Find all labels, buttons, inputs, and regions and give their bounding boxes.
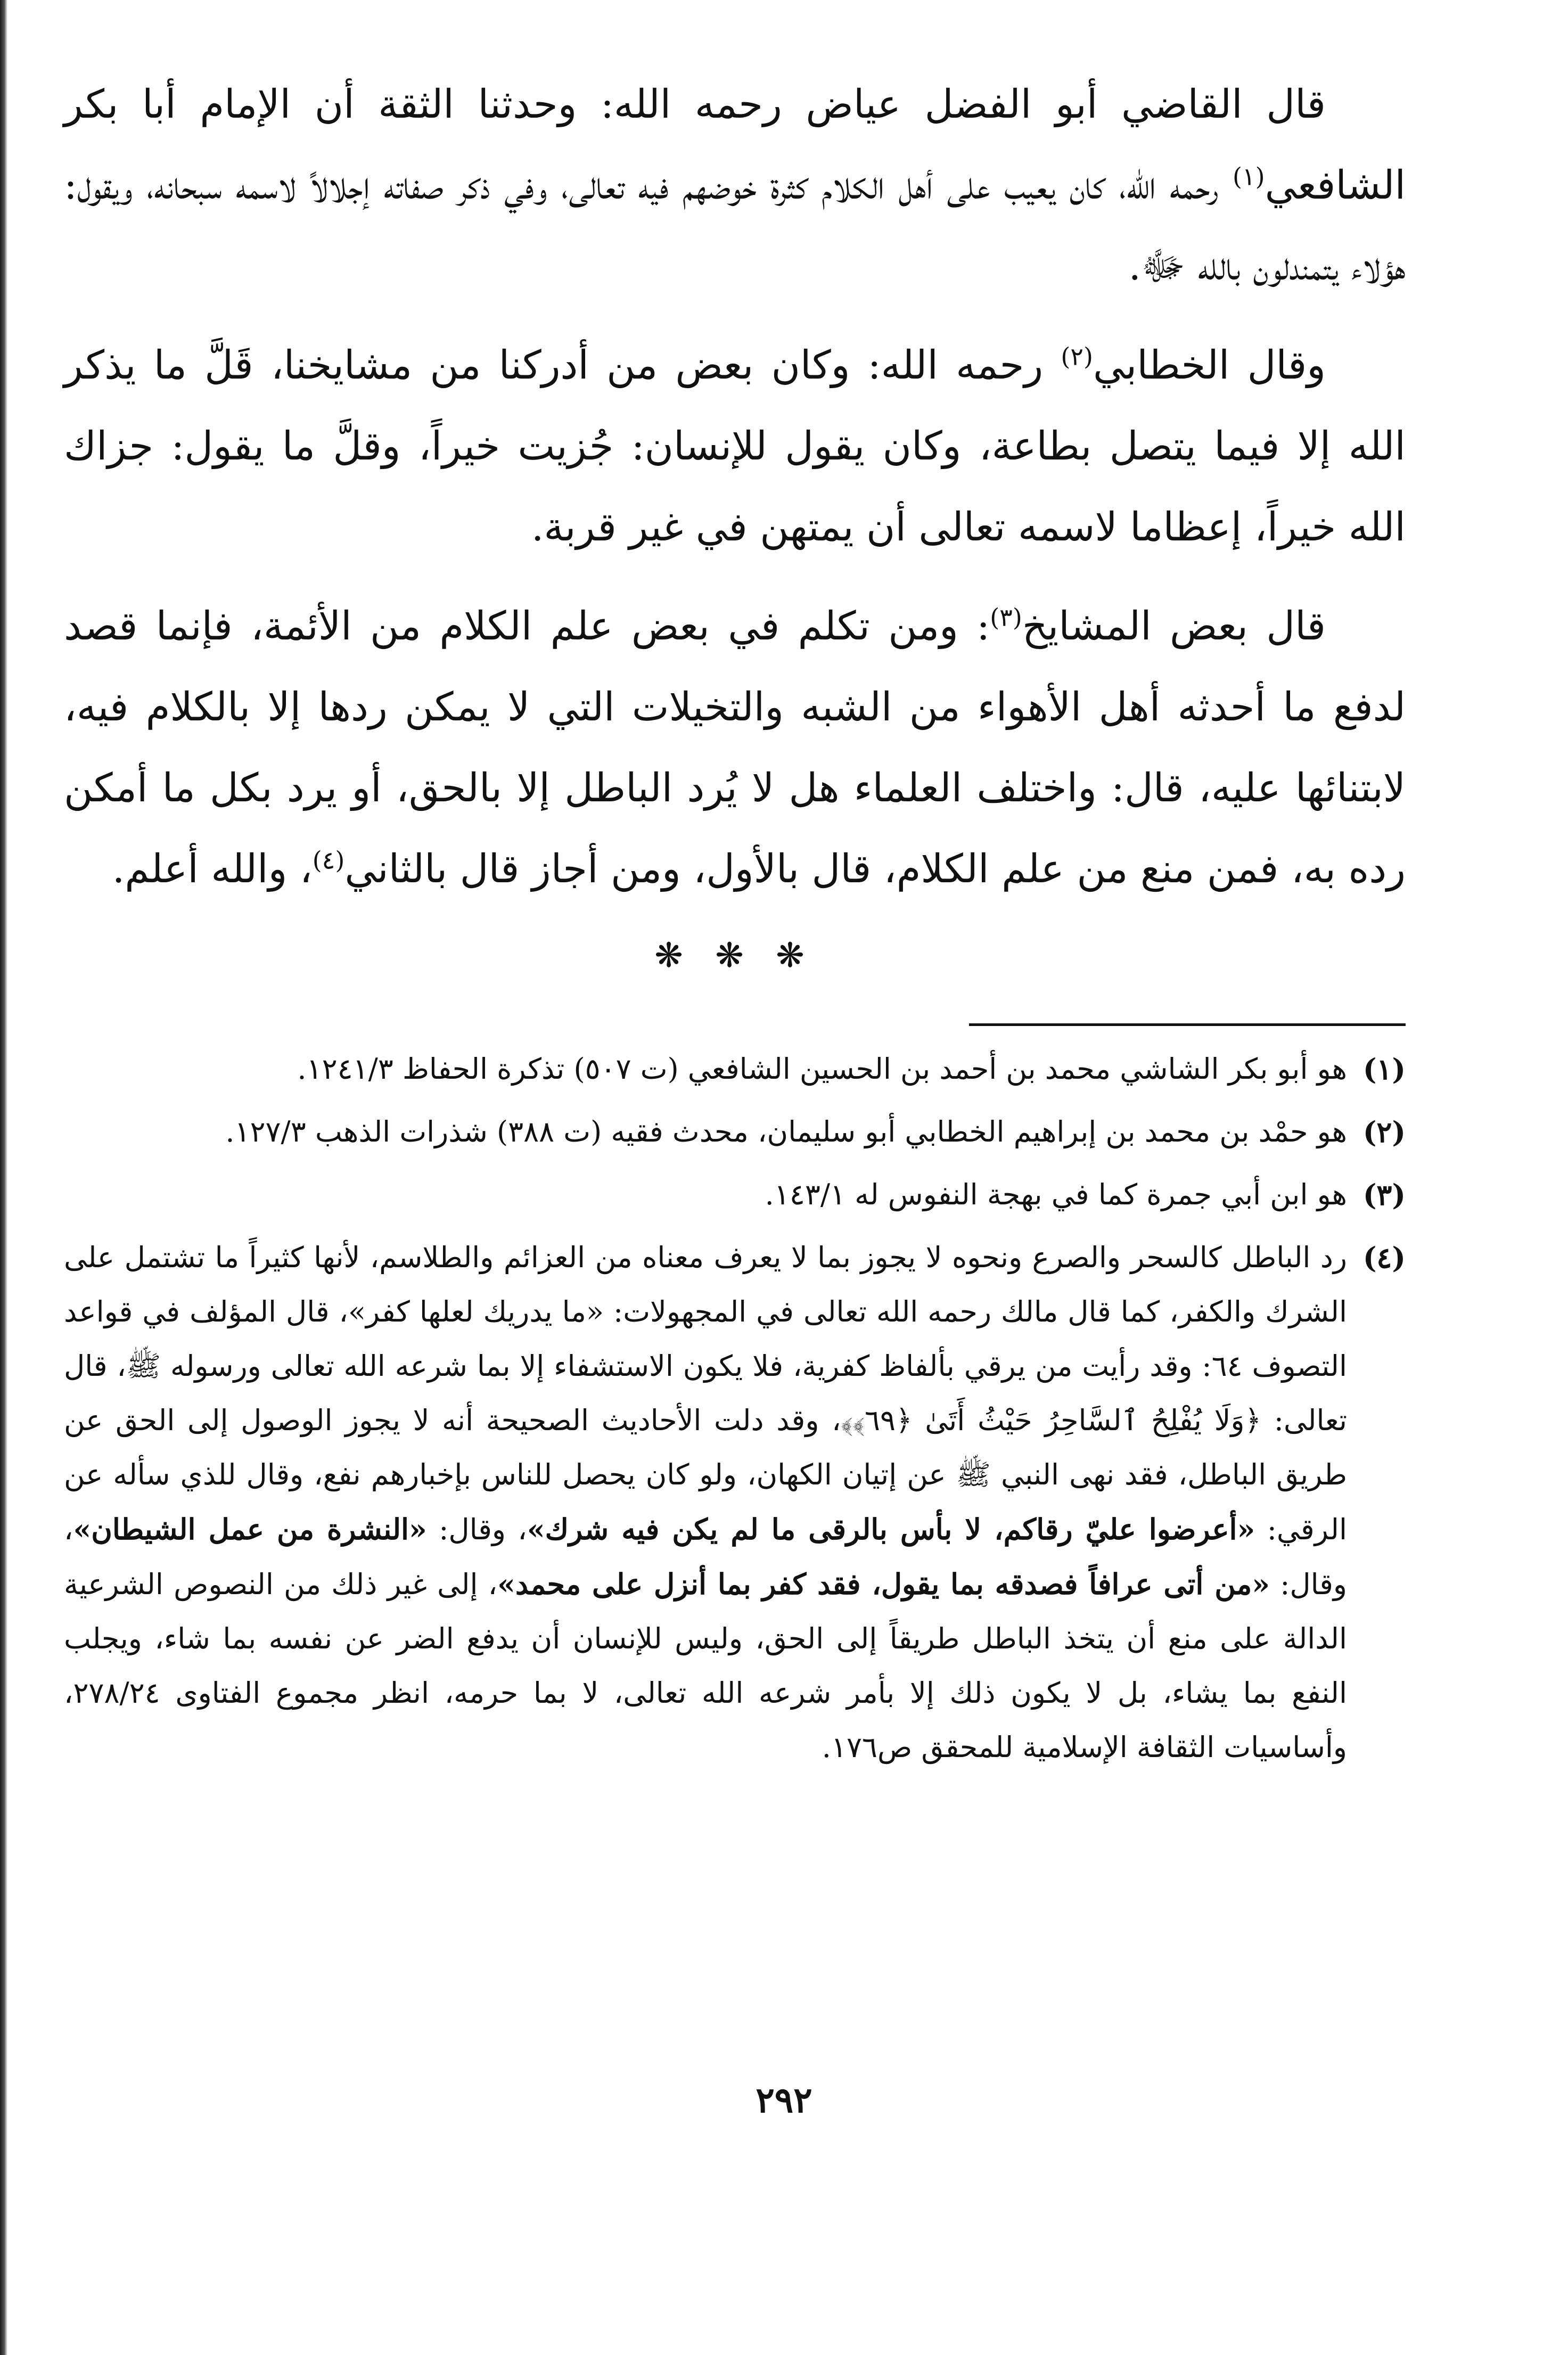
page-number: ٢٩٢ xyxy=(756,2079,812,2121)
footnote-4-text-3: ، وقال: xyxy=(64,1513,1348,1601)
footnote-text: هو ابن أبي جمرة كما في بهجة النفوس له ١٤٣/١. xyxy=(765,1178,1347,1211)
footnote-number: (١) xyxy=(1362,1052,1406,1086)
paragraph-1 xyxy=(64,64,1406,307)
footnote-1 xyxy=(64,1042,1406,1096)
footnote-2 xyxy=(64,1105,1406,1159)
footnote-4-text-4: ، إلى غير ذلك من النصوص الشرعية الدالة على منع أن يتخذ الباطل طريقاً إلى الحق، وليس للإنسان أن يدفع الضر عن نفسه بما شاء، ويجلب النفع بما يشاء، بل لا يكون ذلك إلا بأمر شرعه الله تعالى، لا بما حرمه، انظر مجموع الفتاوى ٢٧٨/٢٤، وأساسيات الثقافة الإسلامية للمحقق ص١٧٦. xyxy=(64,1568,1347,1764)
footnote-4 xyxy=(64,1230,1406,1775)
footnote-number: (٤) xyxy=(1362,1241,1406,1275)
hadith-quote-1: «أعرضوا عليّ رقاكم، لا بأس بالرقى ما لم يكن فيه شرك» xyxy=(527,1512,1255,1546)
footnote-text xyxy=(64,1230,1347,1775)
paragraph-2-text-cont: رحمه الله: وكان بعض من أدركنا من مشايخنا، قَلَّ ما يذكر الله إلا فيما يتصل بطاعة، وكان يقول للإنسان: جُزيت خيراً، وقلَّ ما يقول: جزاك الله خيراً، إعظاما لاسمه تعالى أن يمتهن في غير قربة. xyxy=(64,342,1406,550)
paragraph-3-text-end: ، والله أعلم. xyxy=(112,846,313,892)
paragraph-1-text: قال القاضي أبو الفضل عياض رحمه الله: وحدثنا الثقة أن الإمام أبا بكر الشافعي xyxy=(64,81,1406,208)
footnote-4-text-1: رد الباطل كالسحر والصرع ونحوه لا يجوز بما لا يعرف معناه من العزائم والطلاسم، لأنها كثيراً ما تشتمل على الشرك والكفر، كما قال مالك رحمه الله تعالى في المجهولات: «ما يدريك لعلها كفر»، قال المؤلف في قواعد التصوف ٦٤: وقد رأيت من يرقي بألفاظ كفرية، فلا يكون الاستشفاء إلا بما شرعه الله تعالى ورسوله ﷺ، قال تعالى: ﴿وَلَا يُفْلِحُ ٱلسَّاحِرُ حَيْثُ أَتَىٰ ﴿٦٩﴾﴾، وقد دلت الأحاديث الصحيحة أنه لا يجوز الوصول إلى الحق عن طريق الباطل، فقد نهى النبي ﷺ عن إتيان الكهان، ولو كان يحصل للناس بإخبارهم نفع، وقال للذي سأله عن الرقي: xyxy=(64,1241,1347,1546)
footnote-text: هو حمْد بن محمد بن إبراهيم الخطابي أبو سليمان، محدث فقيه (ت ٣٨٨) شذرات الذهب ١٢٧/٣. xyxy=(225,1115,1347,1148)
main-text xyxy=(64,64,1406,909)
paragraph-3 xyxy=(64,586,1406,909)
footnote-ref-3: (٣) xyxy=(990,603,1022,632)
hadith-quote-3: «من أتى عرافاً فصدقه بما يقول، فقد كفر بما أنزل على محمد» xyxy=(497,1567,1270,1601)
paragraph-3-text: قال بعض المشايخ xyxy=(1022,603,1326,649)
hadith-quote-2: «النشرة من عمل الشيطان» xyxy=(73,1512,427,1546)
footnote-4-text-2: ، وقال: xyxy=(426,1513,527,1546)
footnote-number: (٣) xyxy=(1362,1178,1406,1212)
footnotes xyxy=(64,1042,1406,1775)
paragraph-1-text-cont: رحمه الله، كان يعيب على أهل الكلام كثرة خوضهم فيه تعالى، وفي ذكر صفاته إجلالاً لاسمه سبحانه، ويقول: هؤلاء يتمندلون بالله ﷻ. xyxy=(64,162,1406,289)
footnote-3 xyxy=(64,1168,1406,1222)
paragraph-3-text-cont: : ومن تكلم في بعض علم الكلام من الأئمة، فإنما قصد لدفع ما أحدثه أهل الأهواء من الشبه والتخيلات التي لا يمكن ردها إلا بالكلام فيه، لابتنائها عليه، قال: واختلف العلماء هل لا يُرد الباطل إلا بالحق، أو يرد بكل ما أمكن رده به، فمن منع من علم الكلام، قال بالأول، ومن أجاز قال بالثاني xyxy=(64,603,1406,892)
book-page xyxy=(64,64,1406,1783)
footnote-ref-1: (١) xyxy=(1232,162,1265,191)
paragraph-2-text: وقال الخطابي xyxy=(1093,342,1326,388)
paragraph-2 xyxy=(64,325,1406,568)
footnote-divider xyxy=(969,1023,1406,1026)
footnote-ref-4: (٤) xyxy=(312,846,345,875)
footnote-text: هو أبو بكر الشاشي محمد بن أحمد بن الحسين الشافعي (ت ٥٠٧) تذكرة الحفاظ ١٢٤١/٣. xyxy=(297,1052,1347,1086)
footnote-ref-2: (٢) xyxy=(1061,342,1093,371)
scan-binding-edge xyxy=(0,0,7,2355)
section-separator: ❋ ❋ ❋ xyxy=(654,936,815,975)
footnote-number: (٢) xyxy=(1362,1115,1406,1149)
